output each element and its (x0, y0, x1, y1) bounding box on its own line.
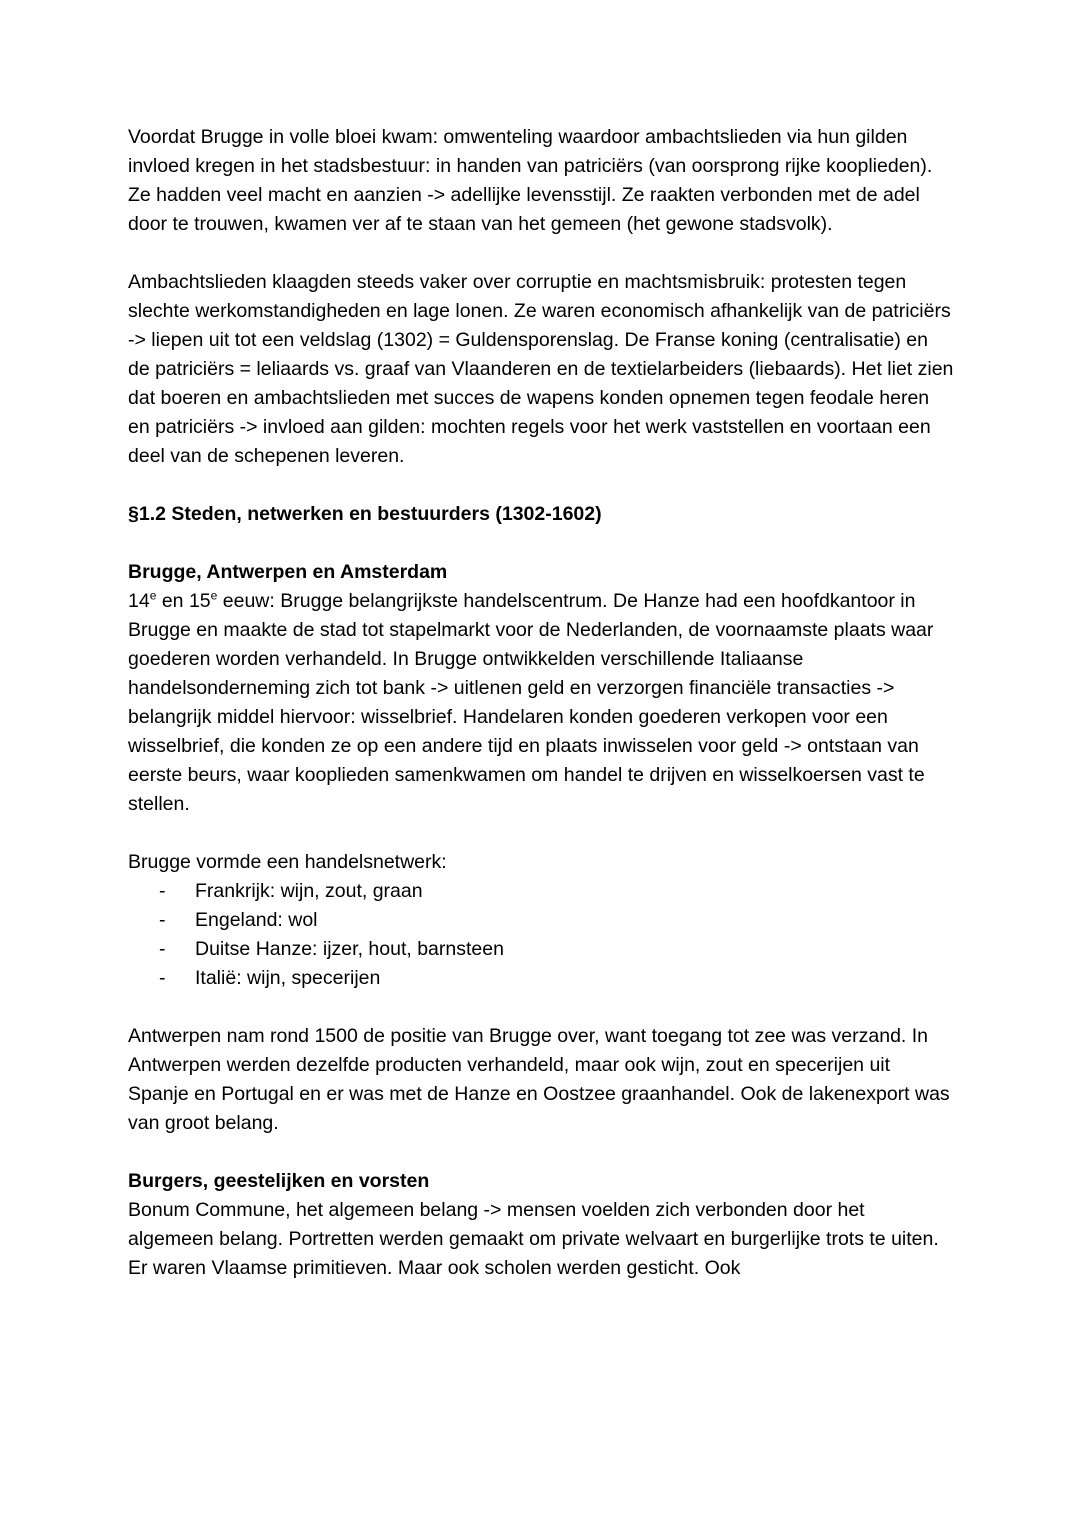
list-item-frankrijk (128, 877, 955, 906)
dash-bullet: - (159, 909, 166, 931)
paragraph-bonum-commune: Bonum Commune, het algemeen belang -> mensen voelden zich verbonden door het algemeen belang. Portretten werden gemaakt om private welvaart en burgerlijke trots te uiten. Er waren Vlaamse primitieven. Maar ook scholen werden gesticht. Ook (128, 1199, 939, 1279)
list-item-duitse-hanze (128, 935, 955, 964)
paragraph-handelscentrum-text: eeuw: Brugge belangrijkste handelscentrum. De Hanze had een hoofdkantoor in Brugge en maakte de stad tot stapelmarkt voor de Nederlanden, de voornaamste plaats waar goederen worden verhandeld. In Brugge ontwikkelden verschillende Italiaanse handelsonderneming zich tot bank -> uitlenen geld en verzorgen financiële transacties -> belangrijk middel hiervoor: wisselbrief. Handelaren konden goederen verkopen voor een wisselbrief, die konden ze op een andere tijd en plaats inwisselen voor geld -> ontstaan van eerste beurs, waar kooplieden samenkwamen om handel te drijven en wisselkoersen vast te stellen. (128, 590, 934, 815)
list-item-text: Engeland: wol (195, 909, 318, 931)
list-item-text: Italië: wijn, specerijen (195, 967, 381, 989)
list-item-text: Frankrijk: wijn, zout, graan (195, 880, 423, 902)
paragraph-handelscentrum (128, 587, 955, 819)
list-item-italie (128, 964, 955, 993)
century-middle: en 15 (156, 590, 211, 612)
subheading-burgers-geestelijken-vorsten: Burgers, geestelijken en vorsten (128, 1170, 430, 1192)
handelsnetwerk-intro: Brugge vormde een handelsnetwerk: (128, 851, 447, 873)
superscript-e-1: e (149, 588, 157, 603)
subheading-brugge-antwerpen-amsterdam: Brugge, Antwerpen en Amsterdam (128, 561, 448, 583)
superscript-e-2: e (210, 588, 218, 603)
dash-bullet: - (159, 880, 166, 902)
paragraph-antwerpen: Antwerpen nam rond 1500 de positie van Brugge over, want toegang tot zee was verzand. In Antwerpen werden dezelfde producten verhandeld, maar ook wijn, zout en specerijen uit Spanje en Portugal en er was met de Hanze en Oostzee graanhandel. Ook de lakenexport was van groot belang. (128, 1025, 950, 1134)
century-14: 14 (128, 590, 150, 612)
list-item-text: Duitse Hanze: ijzer, hout, barnsteen (195, 938, 504, 960)
dash-bullet: - (159, 938, 166, 960)
section-heading-1-2: §1.2 Steden, netwerken en bestuurders (1302-1602) (128, 503, 602, 525)
paragraph-ambachtslieden: Ambachtslieden klaagden steeds vaker over corruptie en machtsmisbruik: protesten tegen slechte werkomstandigheden en lage lonen. Ze waren economisch afhankelijk van de patriciërs -> liepen uit tot een veldslag (1302) = Guldensporenslag. De Franse koning (centralisatie) en de patriciërs = leliaards vs. graaf van Vlaanderen en de textielarbeiders (liebaards). Het liet zien dat boeren en ambachtslieden met succes de wapens konden opnemen tegen feodale heren en patriciërs -> invloed aan gilden: mochten regels voor het werk vaststellen en voortaan een deel van de schepenen leveren. (128, 271, 954, 467)
list-item-engeland (128, 906, 955, 935)
handelsnetwerk-section (128, 848, 955, 993)
paragraph-brugge-bloei: Voordat Brugge in volle bloei kwam: omwenteling waardoor ambachtslieden via hun gilden invloed kregen in het stadsbestuur: in handen van patriciërs (van oorsprong rijke kooplieden). Ze hadden veel macht en aanzien -> adellijke levensstijl. Ze raakten verbonden met de adel door te trouwen, kwamen ver af te staan van het gemeen (het gewone stadsvolk). (128, 126, 933, 235)
dash-bullet: - (159, 967, 166, 989)
